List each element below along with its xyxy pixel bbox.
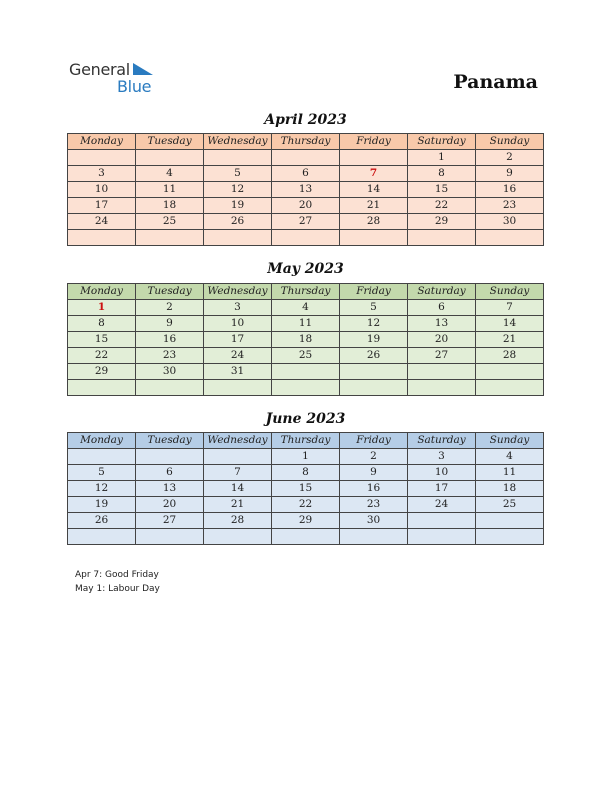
- day-cell: 13: [272, 182, 340, 198]
- week-row: [68, 348, 544, 364]
- day-cell: 13: [408, 316, 476, 332]
- day-cell: [136, 449, 204, 465]
- day-cell: [340, 150, 408, 166]
- day-cell: 21: [340, 198, 408, 214]
- week-row: [68, 150, 544, 166]
- day-cell: 29: [272, 513, 340, 529]
- weekday-header: Saturday: [408, 433, 476, 449]
- logo-text-general: General: [69, 60, 130, 79]
- day-cell: [204, 230, 272, 246]
- day-cell: 21: [204, 497, 272, 513]
- day-cell: [272, 529, 340, 545]
- day-cell: 11: [136, 182, 204, 198]
- day-cell: 5: [204, 166, 272, 182]
- day-cell: 3: [68, 166, 136, 182]
- day-cell: 22: [272, 497, 340, 513]
- weekday-header: Friday: [340, 433, 408, 449]
- day-cell: 6: [408, 300, 476, 316]
- day-cell: [68, 529, 136, 545]
- day-cell: 8: [272, 465, 340, 481]
- day-cell: 17: [68, 198, 136, 214]
- day-cell: 2: [340, 449, 408, 465]
- day-cell: 30: [340, 513, 408, 529]
- country-name: Panama: [453, 71, 538, 93]
- day-cell: 7: [204, 465, 272, 481]
- day-cell: 23: [340, 497, 408, 513]
- day-cell: [272, 364, 340, 380]
- day-cell: 1: [408, 150, 476, 166]
- day-cell: 26: [204, 214, 272, 230]
- day-cell: 10: [204, 316, 272, 332]
- day-cell: 14: [340, 182, 408, 198]
- day-cell: 17: [204, 332, 272, 348]
- day-cell: 8: [408, 166, 476, 182]
- weekday-header: Friday: [340, 134, 408, 150]
- day-cell: 18: [272, 332, 340, 348]
- day-cell: [476, 513, 544, 529]
- day-cell: 19: [204, 198, 272, 214]
- day-cell: [204, 380, 272, 396]
- weekday-header: Monday: [68, 284, 136, 300]
- week-row: [68, 214, 544, 230]
- week-row: [68, 364, 544, 380]
- day-cell: 1: [272, 449, 340, 465]
- month-2-title: June 2023: [265, 411, 346, 427]
- week-row: [68, 182, 544, 198]
- weekday-header: Tuesday: [136, 134, 204, 150]
- weekday-header: Wednesday: [204, 433, 272, 449]
- day-cell: [340, 364, 408, 380]
- day-cell: 20: [408, 332, 476, 348]
- day-cell: 14: [476, 316, 544, 332]
- day-cell: [136, 529, 204, 545]
- day-cell: [340, 529, 408, 545]
- week-row: [68, 332, 544, 348]
- week-row: [68, 449, 544, 465]
- day-cell: 12: [68, 481, 136, 497]
- week-row: [68, 230, 544, 246]
- day-cell: 12: [204, 182, 272, 198]
- weekday-header: Sunday: [476, 284, 544, 300]
- month-2-calendar: [67, 432, 544, 545]
- weekday-header-row: [68, 433, 544, 449]
- day-cell: 15: [408, 182, 476, 198]
- day-cell: 2: [476, 150, 544, 166]
- day-cell: [68, 230, 136, 246]
- month-1-calendar: [67, 283, 544, 396]
- day-cell: 25: [136, 214, 204, 230]
- weekday-header: Thursday: [272, 284, 340, 300]
- weekday-header-row: [68, 134, 544, 150]
- weekday-header: Tuesday: [136, 433, 204, 449]
- day-cell: 22: [408, 198, 476, 214]
- week-row: [68, 166, 544, 182]
- day-cell: 20: [272, 198, 340, 214]
- week-row: [68, 198, 544, 214]
- day-cell: [476, 230, 544, 246]
- day-cell: 10: [408, 465, 476, 481]
- day-cell: [408, 529, 476, 545]
- day-cell: [136, 380, 204, 396]
- week-row: [68, 465, 544, 481]
- day-cell: 15: [272, 481, 340, 497]
- day-cell: [68, 380, 136, 396]
- generalblue-logo: [69, 60, 169, 96]
- week-row: [68, 497, 544, 513]
- weekday-header: Wednesday: [204, 134, 272, 150]
- month-0-title: April 2023: [264, 112, 347, 128]
- day-cell: 4: [476, 449, 544, 465]
- day-cell: [68, 449, 136, 465]
- weekday-header: Tuesday: [136, 284, 204, 300]
- day-cell: [408, 230, 476, 246]
- day-cell: [204, 529, 272, 545]
- day-cell: 24: [68, 214, 136, 230]
- day-cell: [272, 150, 340, 166]
- day-cell: 20: [136, 497, 204, 513]
- day-cell: 27: [136, 513, 204, 529]
- day-cell: 12: [340, 316, 408, 332]
- day-cell: 10: [68, 182, 136, 198]
- day-cell: 16: [136, 332, 204, 348]
- logo-text-blue: Blue: [117, 77, 152, 96]
- weekday-header: Thursday: [272, 433, 340, 449]
- day-cell: [476, 364, 544, 380]
- day-cell: [272, 380, 340, 396]
- day-cell: 19: [340, 332, 408, 348]
- day-cell: [68, 150, 136, 166]
- weekday-header: Thursday: [272, 134, 340, 150]
- day-cell: 14: [204, 481, 272, 497]
- day-cell: 3: [408, 449, 476, 465]
- holiday-notes: [75, 568, 160, 596]
- day-cell: 18: [476, 481, 544, 497]
- day-cell: 7: [476, 300, 544, 316]
- day-cell: 28: [204, 513, 272, 529]
- day-cell: 2: [136, 300, 204, 316]
- day-cell: 26: [340, 348, 408, 364]
- day-cell: 11: [476, 465, 544, 481]
- weekday-header: Sunday: [476, 134, 544, 150]
- week-row: [68, 300, 544, 316]
- holiday-note: Apr 7: Good Friday: [75, 570, 159, 580]
- day-cell: [136, 150, 204, 166]
- day-cell: 21: [476, 332, 544, 348]
- weekday-header: Monday: [68, 433, 136, 449]
- day-cell: 6: [272, 166, 340, 182]
- day-cell: 26: [68, 513, 136, 529]
- day-cell: 28: [340, 214, 408, 230]
- day-cell: 30: [136, 364, 204, 380]
- day-cell: 23: [136, 348, 204, 364]
- day-cell: 3: [204, 300, 272, 316]
- day-cell: [476, 380, 544, 396]
- day-cell: 5: [68, 465, 136, 481]
- day-cell: 9: [340, 465, 408, 481]
- day-cell: 27: [272, 214, 340, 230]
- day-cell: 25: [272, 348, 340, 364]
- day-cell: 8: [68, 316, 136, 332]
- day-cell: 29: [408, 214, 476, 230]
- day-cell: [476, 529, 544, 545]
- day-cell: [136, 230, 204, 246]
- day-cell: 18: [136, 198, 204, 214]
- day-cell: 27: [408, 348, 476, 364]
- day-cell: 28: [476, 348, 544, 364]
- day-cell: 24: [408, 497, 476, 513]
- day-cell: 9: [476, 166, 544, 182]
- day-cell: [340, 230, 408, 246]
- day-cell: 17: [408, 481, 476, 497]
- weekday-header: Saturday: [408, 284, 476, 300]
- day-cell: 24: [204, 348, 272, 364]
- day-cell: [408, 513, 476, 529]
- week-row: [68, 513, 544, 529]
- day-cell: 4: [272, 300, 340, 316]
- week-row: [68, 380, 544, 396]
- holiday-note: May 1: Labour Day: [75, 584, 160, 594]
- week-row: [68, 529, 544, 545]
- weekday-header: Sunday: [476, 433, 544, 449]
- logo-flag-icon: [133, 63, 153, 77]
- day-cell: 16: [340, 481, 408, 497]
- day-cell: 1: [68, 300, 136, 316]
- weekday-header-row: [68, 284, 544, 300]
- week-row: [68, 481, 544, 497]
- day-cell: 9: [136, 316, 204, 332]
- weekday-header: Monday: [68, 134, 136, 150]
- day-cell: 15: [68, 332, 136, 348]
- weekday-header: Saturday: [408, 134, 476, 150]
- day-cell: 23: [476, 198, 544, 214]
- day-cell: 22: [68, 348, 136, 364]
- day-cell: 19: [68, 497, 136, 513]
- month-0-calendar: [67, 133, 544, 246]
- day-cell: [408, 380, 476, 396]
- week-row: [68, 316, 544, 332]
- day-cell: 25: [476, 497, 544, 513]
- day-cell: [204, 449, 272, 465]
- day-cell: 7: [340, 166, 408, 182]
- weekday-header: Friday: [340, 284, 408, 300]
- day-cell: 6: [136, 465, 204, 481]
- day-cell: [204, 150, 272, 166]
- day-cell: [408, 364, 476, 380]
- day-cell: [272, 230, 340, 246]
- day-cell: 13: [136, 481, 204, 497]
- day-cell: 4: [136, 166, 204, 182]
- day-cell: 30: [476, 214, 544, 230]
- day-cell: 29: [68, 364, 136, 380]
- day-cell: 16: [476, 182, 544, 198]
- day-cell: 11: [272, 316, 340, 332]
- day-cell: 31: [204, 364, 272, 380]
- month-1-title: May 2023: [267, 261, 344, 277]
- day-cell: [340, 380, 408, 396]
- day-cell: 5: [340, 300, 408, 316]
- weekday-header: Wednesday: [204, 284, 272, 300]
